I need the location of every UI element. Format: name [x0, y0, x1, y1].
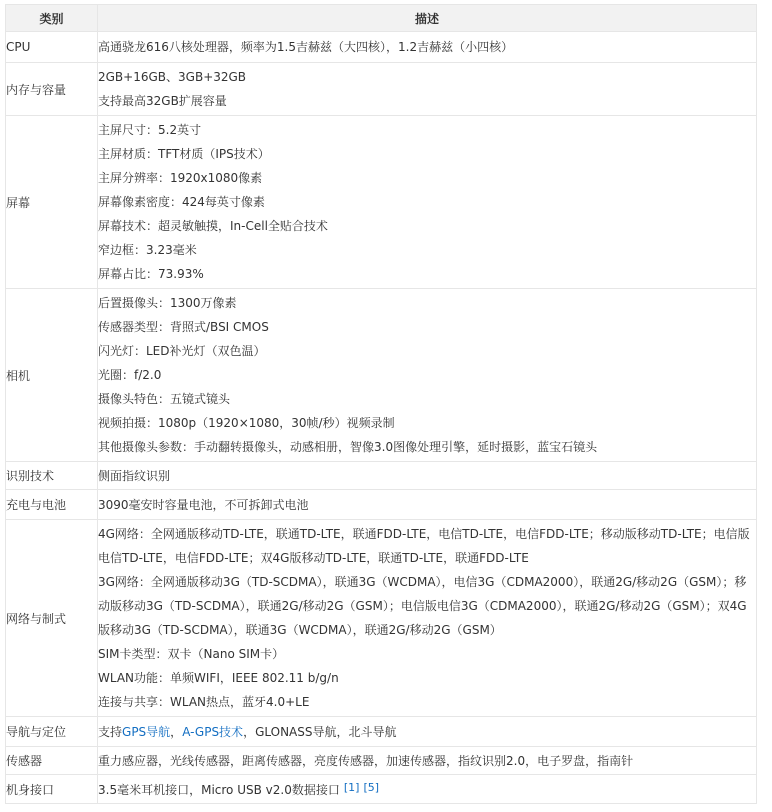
desc-line: 其他摄像头参数：手动翻转摄像头，动感相册，智像3.0图像处理引擎，延时摄影，蓝宝石镜头 [98, 440, 598, 454]
row-description [98, 63, 757, 116]
desc-line: 窄边框：3.23毫米 [98, 243, 197, 257]
row-description [98, 747, 757, 775]
table-row-screen [6, 116, 757, 289]
desc-line: 闪光灯：LED补光灯（双色温） [98, 344, 266, 358]
table-header-row [6, 5, 757, 32]
row-description [98, 775, 757, 804]
desc-line: 主屏分辨率：1920x1080像素 [98, 171, 263, 185]
desc-line [98, 776, 756, 802]
reference-link-1[interactable]: [1] [343, 781, 360, 794]
header-category: 类别 [6, 5, 98, 32]
desc-line: 传感器类型：背照式/BSI CMOS [98, 320, 269, 334]
row-description [98, 462, 757, 490]
desc-line: 支持最高32GB扩展容量 [98, 94, 227, 108]
header-description: 描述 [98, 5, 757, 32]
desc-line: 屏幕占比：73.93% [98, 267, 204, 281]
desc-line: 主屏材质：TFT材质（IPS技术） [98, 147, 270, 161]
nav-separator: ， [170, 724, 183, 739]
row-description [98, 520, 757, 717]
table-row-cpu [6, 32, 757, 63]
desc-line: 摄像头特色：五镜式镜头 [98, 392, 231, 406]
row-description [98, 116, 757, 289]
desc-line: 4G网络：全网通版移动TD-LTE，联通TD-LTE，联通FDD-LTE，电信TD-LTE，电信FDD-LTE；移动版移动TD-LTE；电信版电信TD-LTE，电信FDD-LTE；双4G版移动TD-LTE，联通TD-LTE，联通FDD-LTE [98, 527, 750, 565]
desc-line: 3G网络：全网通版移动3G（TD-SCDMA），联通3G（WCDMA），电信3G（CDMA2000），联通2G/移动2G（GSM）；移动版移动3G（TD-SCDMA），联通2G/移动2G（GSM）；电信版电信3G（CDMA2000），联通2G/移动2G（GSM）；双4G版移动3G（TD-SCDMA），联通3G（WCDMA），联通2G/移动2G（GSM） [98, 575, 747, 637]
row-category: 相机 [6, 289, 98, 462]
desc-line: 屏幕像素密度：424每英寸像素 [98, 195, 265, 209]
row-category: 屏幕 [6, 116, 98, 289]
desc-line: SIM卡类型：双卡（Nano SIM卡） [98, 647, 285, 661]
desc-line: 光圈：f/2.0 [98, 368, 162, 382]
row-description [98, 32, 757, 63]
row-category: CPU [6, 32, 98, 63]
desc-line: WLAN功能：单频WIFI，IEEE 802.11 b/g/n [98, 671, 339, 685]
agps-link[interactable]: A-GPS技术 [182, 724, 244, 739]
row-category: 传感器 [6, 747, 98, 775]
row-category: 导航与定位 [6, 717, 98, 747]
row-category: 机身接口 [6, 775, 98, 804]
row-description [98, 717, 757, 747]
row-category: 充电与电池 [6, 490, 98, 520]
desc-line: 屏幕技术：超灵敏触摸，In-Cell全贴合技术 [98, 219, 328, 233]
table-row-ports [6, 775, 757, 804]
spec-table [5, 4, 757, 804]
table-row-camera [6, 289, 757, 462]
row-category: 识别技术 [6, 462, 98, 490]
desc-line: 视频拍摄：1080p（1920×1080，30帧/秒）视频录制 [98, 416, 395, 430]
ports-text: 3.5毫米耳机接口，Micro USB v2.0数据接口 [98, 783, 340, 797]
desc-line: 主屏尺寸：5.2英寸 [98, 123, 202, 137]
desc-line: 侧面指纹识别 [98, 468, 171, 483]
desc-line [98, 720, 756, 744]
row-category: 网络与制式 [6, 520, 98, 717]
reference-link-5[interactable]: [5] [363, 781, 380, 794]
desc-line: 3090毫安时容量电池，不可拆卸式电池 [98, 497, 309, 512]
row-description [98, 490, 757, 520]
gps-navigation-link[interactable]: GPS导航 [122, 724, 171, 739]
table-row-battery [6, 490, 757, 520]
desc-line: 高通骁龙616八核处理器，频率为1.5吉赫兹（大四核），1.2吉赫兹（小四核） [98, 40, 514, 54]
table-row-recognition [6, 462, 757, 490]
nav-prefix: 支持 [98, 724, 123, 739]
table-row-sensors [6, 747, 757, 775]
spec-table-wrapper [5, 4, 756, 804]
table-row-memory [6, 63, 757, 116]
row-category: 内存与容量 [6, 63, 98, 116]
desc-line: 后置摄像头：1300万像素 [98, 296, 237, 310]
nav-suffix: ，GLONASS导航，北斗导航 [243, 724, 397, 739]
desc-line: 2GB+16GB、3GB+32GB [98, 70, 247, 84]
desc-line: 重力感应器，光线传感器，距离传感器，亮度传感器，加速传感器，指纹识别2.0，电子罗盘，指南针 [98, 753, 634, 768]
table-row-network [6, 520, 757, 717]
desc-line: 连接与共享：WLAN热点，蓝牙4.0+LE [98, 695, 310, 709]
table-row-navigation [6, 717, 757, 747]
row-description [98, 289, 757, 462]
